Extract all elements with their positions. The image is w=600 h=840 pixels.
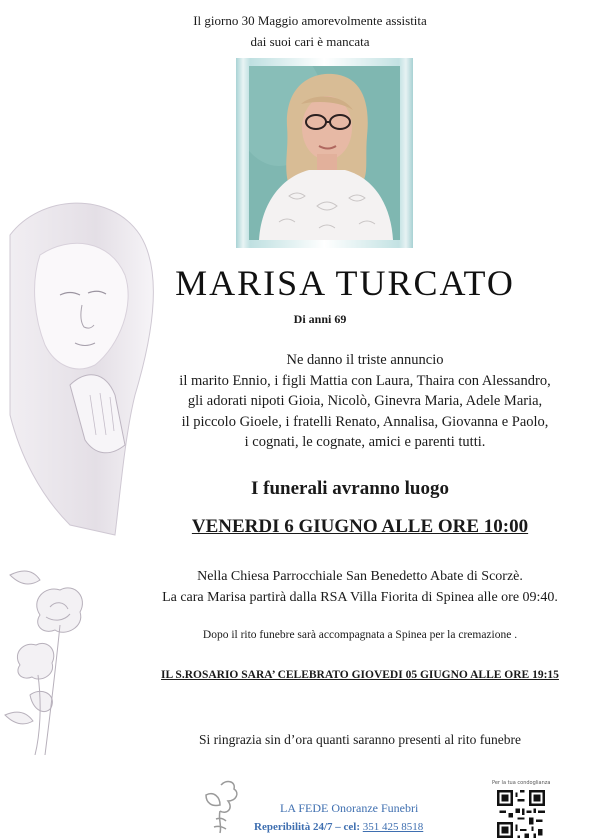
announcement-line: i cognati, le cognate, amici e parenti tutti.: [244, 434, 486, 450]
announcement-line: il piccolo Gioele, i fratelli Renato, Annalisa, Giovanna e Paolo,: [181, 413, 549, 430]
intro-line-1: Il giorno 30 Maggio amorevolmente assistita: [193, 13, 427, 28]
portrait-frame: [236, 58, 413, 248]
deceased-age: Di anni 69: [293, 312, 347, 326]
funeral-date: VENERDI 6 GIUGNO ALLE ORE 10:00: [191, 516, 529, 537]
cremation-note: Dopo il rito funebre sarà accompagnata a Spinea per la cremazione .: [202, 629, 518, 641]
announcement-line: gli adorati nipoti Gioia, Nicolò, Ginevra Maria, Adele Maria,: [187, 393, 543, 409]
qr-caption: Per la tua condoglianza: [492, 780, 551, 786]
qr-code-icon[interactable]: [497, 790, 545, 838]
rosary-notice: IL S.ROSARIO SARA’ CELEBRATO GIOVEDI 05 GIUGNO ALLE ORE 19:15: [161, 669, 559, 681]
funeral-heading: I funerali avranno luogo: [251, 478, 449, 499]
intro-text: [150, 10, 470, 52]
intro-line-2: dai suoi cari è mancata: [250, 34, 370, 49]
availability-label: Reperibilità 24/7 – cel:: [254, 821, 361, 833]
phone-number-link[interactable]: 351 425 8518: [362, 821, 424, 833]
portrait-photo: [249, 66, 400, 240]
thanks-text: Si ringrazia sin d’ora quanti saranno presenti al rito funebre: [198, 732, 522, 747]
agency-name: LA FEDE Onoranze Funebri: [280, 801, 419, 815]
availability-line: [254, 821, 504, 833]
church-line-1: Nella Chiesa Parrocchiale San Benedetto Abate di Scorzè.: [197, 569, 523, 584]
announcement-line: Ne danno il triste annuncio: [286, 352, 444, 368]
announcement-block: [120, 350, 600, 453]
dove-logo-icon: [196, 775, 246, 837]
church-details: [130, 566, 590, 608]
deceased-name: MARISA TURCATO: [175, 263, 515, 303]
church-line-2: La cara Marisa partirà dalla RSA Villa Fiorita di Spinea alle ore 09:40.: [162, 590, 558, 605]
announcement-line: il marito Ennio, i figli Mattia con Laura, Thaira con Alessandro,: [179, 372, 551, 389]
